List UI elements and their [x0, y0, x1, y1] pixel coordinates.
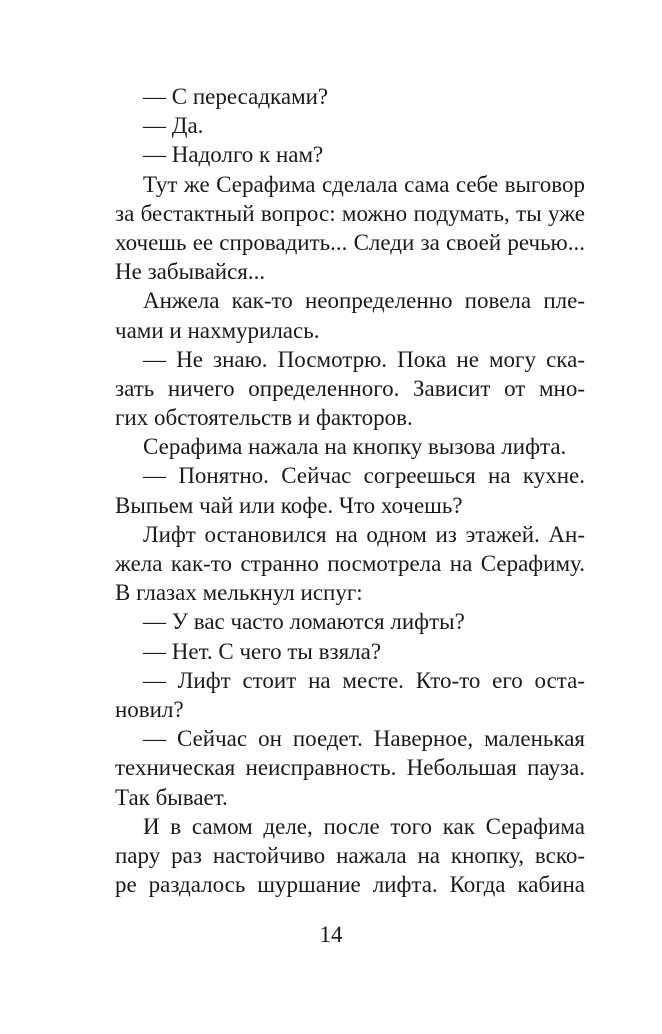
- text-line: — Нет. С чего ты взяла?: [143, 638, 382, 664]
- text-line: Не забывайся...: [115, 259, 266, 285]
- text-line: жела как-то странно посмотрела на Серафиму.: [115, 551, 585, 576]
- text-line: — У вас часто ломаются лифты?: [143, 609, 465, 635]
- text-line: Лифт остановился на одном из этажей. Ан-: [143, 521, 585, 547]
- text-line: хочешь ее спровадить... Следи за своей речью...: [115, 229, 585, 255]
- text-line: новил?: [115, 696, 184, 722]
- text-line: чами и нахмурилась.: [115, 317, 320, 343]
- text-line: Серафима нажала на кнопку вызова лифта.: [143, 434, 567, 460]
- page-number: 14: [319, 922, 343, 947]
- text-line: И в самом деле, после того как Серафима: [143, 813, 585, 839]
- text-line: за бестактный вопрос: можно подумать, ты уже: [115, 200, 585, 226]
- text-line: Выпьем чай или кофе. Что хочешь?: [115, 492, 463, 518]
- text-line: — Не знаю. Посмотрю. Пока не могу ска-: [143, 346, 585, 372]
- text-line: В глазах мелькнул испуг:: [115, 580, 363, 606]
- text-line: — Надолго к нам?: [143, 142, 324, 168]
- text-line: ре раздалось шуршание лифта. Когда кабина: [115, 872, 585, 898]
- text-line: Так бывает.: [115, 784, 228, 810]
- text-line: Тут же Серафима сделала сама себе выговор: [143, 171, 585, 197]
- text-line: — Понятно. Сейчас согреешься на кухне.: [143, 463, 585, 489]
- text-line: зать ничего определенного. Зависит от мно-: [115, 375, 585, 401]
- text-line: техническая неисправность. Небольшая пауза.: [115, 755, 585, 781]
- text-line: пару раз настойчиво нажала на кнопку, вско-: [115, 842, 585, 868]
- text-line: Анжела как-то неопределенно повела пле-: [143, 288, 585, 314]
- text-line: — Да.: [143, 113, 204, 139]
- text-line: — Сейчас он поедет. Наверное, маленькая: [143, 726, 585, 752]
- text-line: гих обстоятельств и факторов.: [115, 405, 413, 431]
- text-line: — С пересадками?: [143, 84, 329, 109]
- book-page-text: [115, 82, 585, 899]
- text-line: — Лифт стоит на месте. Кто-то его оста-: [143, 667, 585, 693]
